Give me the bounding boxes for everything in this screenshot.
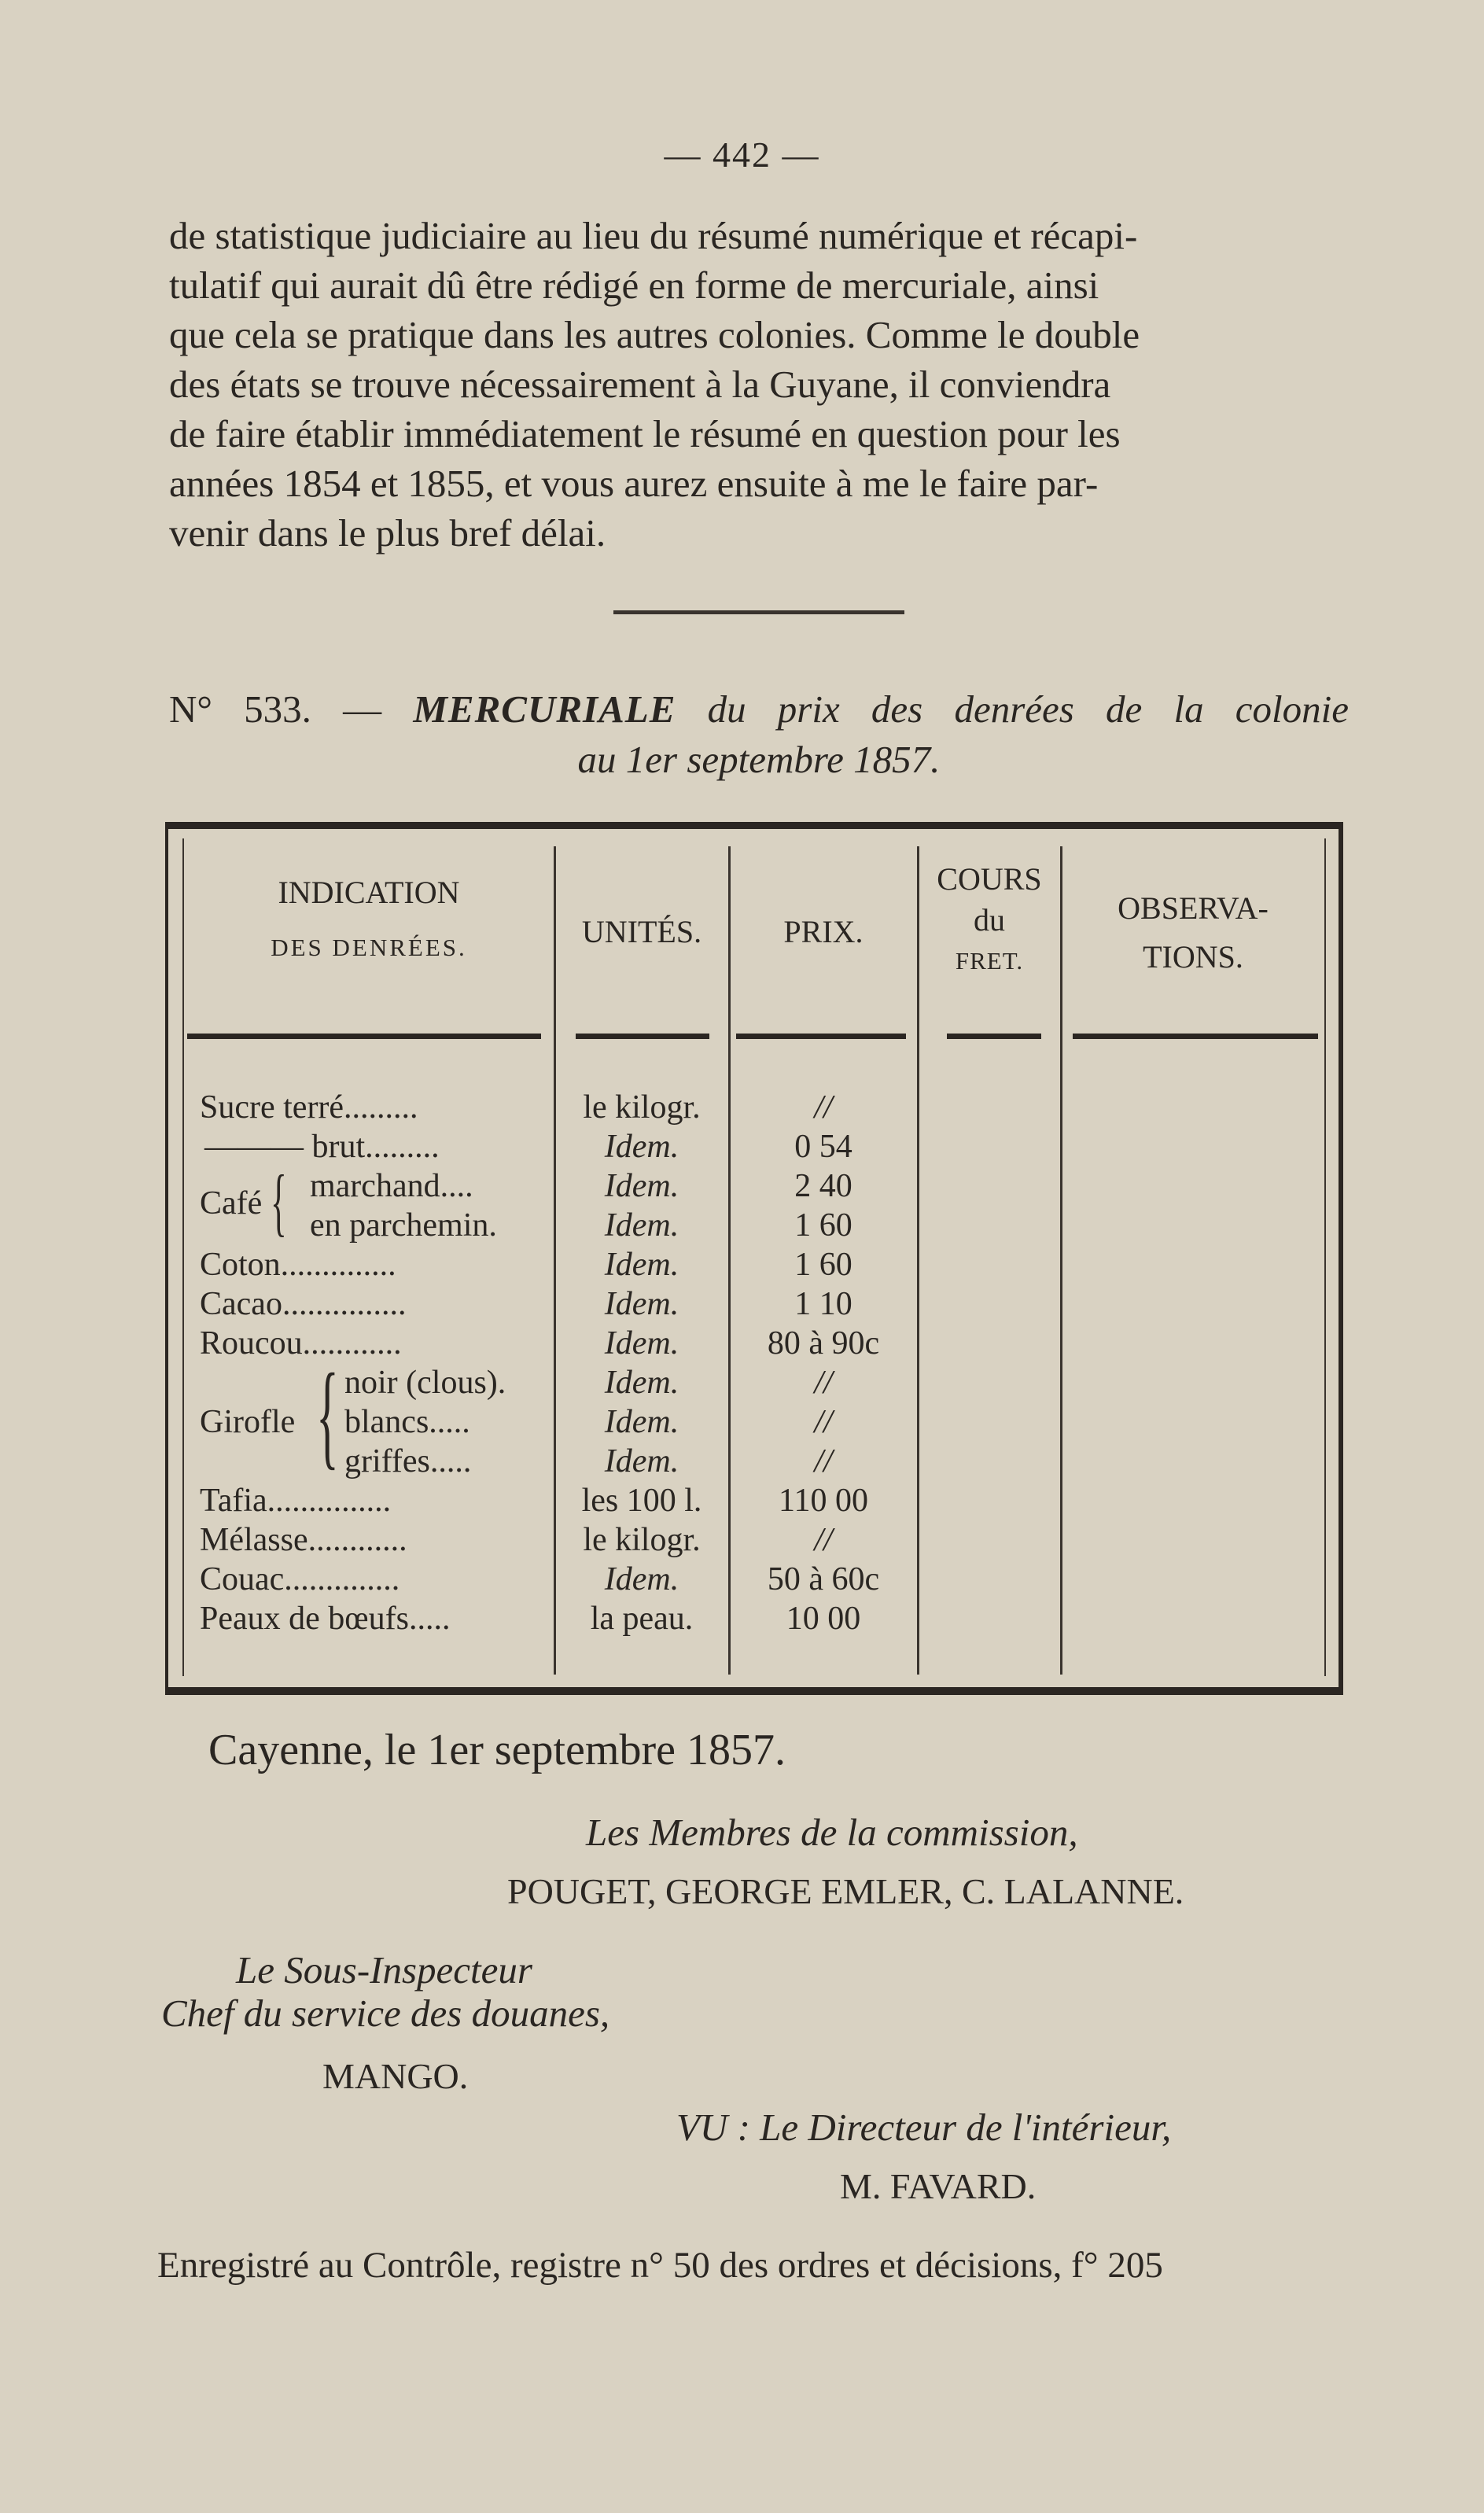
table-row: en parchemin. Idem. 1 60 [310, 1207, 852, 1244]
intro-line: des états se trouve nécessairement à la Guyane, il conviendra [169, 363, 1111, 406]
intro-line: que cela se pratique dans les autres colonies. Comme le double [169, 313, 1140, 356]
table-row: Couac.............. Idem. 50 à 60c [200, 1561, 880, 1597]
table-row: ——— brut......... Idem. 0 54 [204, 1129, 852, 1165]
header-cours-fret: COURS du FRET. [937, 861, 1042, 975]
signature-favard: M. FAVARD. [840, 2166, 1037, 2206]
mercuriale-table [165, 822, 1343, 1695]
group-label-girofle: Girofle [200, 1404, 296, 1440]
table-row: blancs..... Idem. // [344, 1404, 833, 1440]
document-title [169, 684, 1349, 785]
intro-line: tulatif qui aurait dû être rédigé en forme de mercuriale, ainsi [169, 263, 1099, 307]
table-row: Sucre terré......... le kilogr. // [200, 1089, 833, 1126]
table-row: Peaux de bœufs..... la peau. 10 00 [200, 1601, 861, 1637]
header-observations: OBSERVA- TIONS. [1118, 890, 1269, 975]
registration-note: Enregistré au Contrôle, registre n° 50 des ordres et décisions, f° 205 [157, 2245, 1163, 2286]
intro-line: années 1854 et 1855, et vous aurez ensuite à me le faire par- [169, 462, 1099, 505]
commission-names: POUGET, GEORGE EMLER, C. LALANNE. [507, 1871, 1184, 1911]
table-row: noir (clous). Idem. // [344, 1365, 833, 1401]
table-row: Coton.............. Idem. 1 60 [200, 1247, 852, 1283]
header-rule [736, 1034, 906, 1039]
vu-directeur: VU : Le Directeur de l'intérieur, [676, 2106, 1172, 2149]
table-row: Mélasse............ le kilogr. // [200, 1522, 833, 1558]
sous-inspecteur-title: Le Sous-Inspecteur [236, 1948, 532, 1992]
place-date: Cayenne, le 1er septembre 1857. [208, 1726, 786, 1774]
header-rule [1073, 1034, 1318, 1039]
title-date: au 1er septembre 1857. [577, 738, 941, 781]
signature-mango: MANGO. [322, 2056, 469, 2096]
intro-paragraph [169, 211, 1349, 558]
commission-label: Les Membres de la commission, [586, 1811, 1078, 1854]
intro-line: venir dans le plus bref délai. [169, 511, 606, 555]
table-row: Tafia............... les 100 l. 110 00 [200, 1483, 868, 1519]
group-label-cafe: Café [200, 1185, 263, 1221]
table-row: Roucou............ Idem. 80 à 90c [200, 1325, 880, 1362]
title-rest: du prix des denrées de la colonie [707, 687, 1350, 731]
table-row: griffes..... Idem. // [344, 1443, 833, 1479]
table-row: Cacao............... Idem. 1 10 [200, 1286, 852, 1322]
title-keyword: MERCURIALE [413, 687, 676, 731]
header-unites: UNITÉS. [581, 914, 702, 949]
intro-line: de faire établir immédiatement le résumé en question pour les [169, 412, 1121, 455]
sous-inspecteur-service: Chef du service des douanes, [161, 1992, 610, 2035]
page-number: — 442 — [664, 134, 820, 175]
brace-icon: { [271, 1159, 287, 1244]
header-rule [576, 1034, 709, 1039]
brace-icon: { [316, 1350, 339, 1480]
header-indication: INDICATION DES DENRÉES. [271, 875, 467, 961]
header-rule [947, 1034, 1041, 1039]
title-number: N° 533. — [169, 687, 382, 731]
header-prix: PRIX. [783, 914, 864, 949]
table-row: marchand.... Idem. 2 40 [310, 1168, 852, 1204]
header-rule [187, 1034, 541, 1039]
section-divider [613, 610, 904, 614]
intro-line: de statistique judiciaire au lieu du résumé numérique et récapi- [169, 214, 1138, 257]
